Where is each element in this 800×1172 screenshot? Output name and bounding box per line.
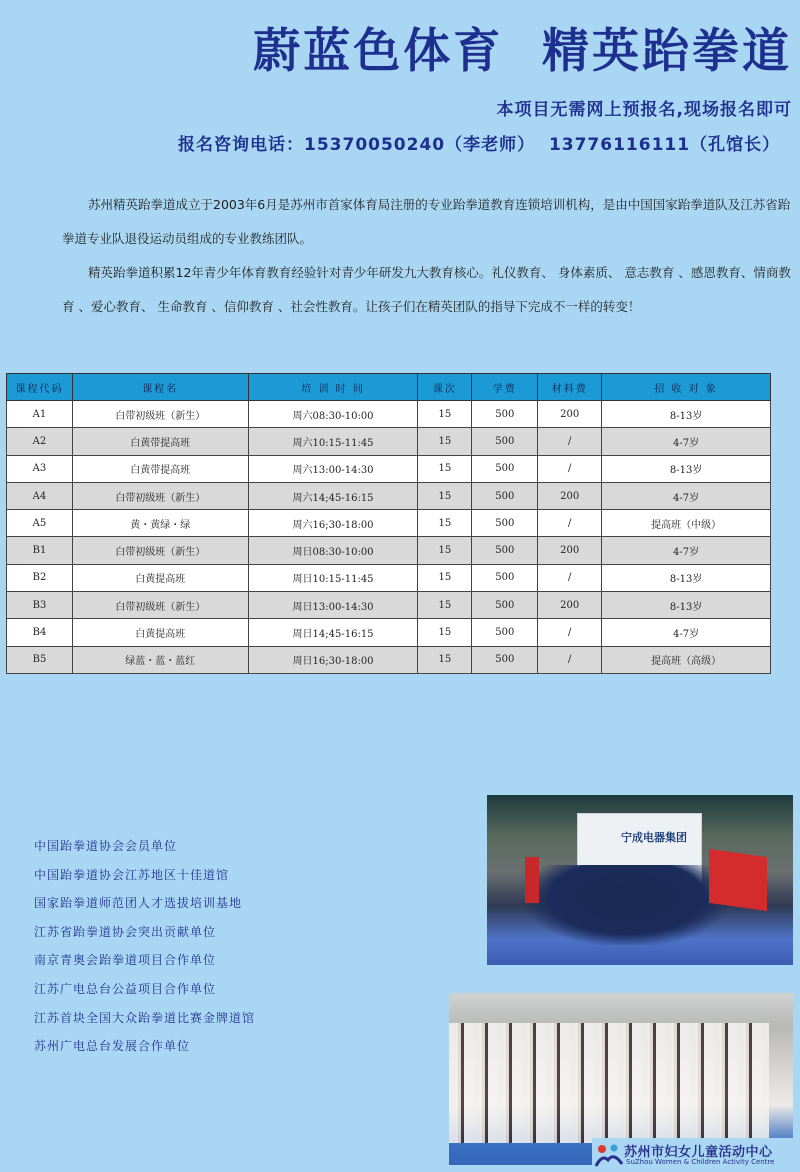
table-cell: 500 xyxy=(472,619,538,646)
honor-item: 江苏省跆拳道协会突出贡献单位 xyxy=(34,924,217,939)
table-row xyxy=(7,455,771,482)
team-photo-1 xyxy=(487,795,793,965)
team-group xyxy=(527,865,727,945)
course-schedule-table xyxy=(6,373,771,674)
table-cell: 15 xyxy=(418,646,472,673)
logo-mark-icon xyxy=(594,1142,624,1168)
table-cell: A1 xyxy=(7,401,73,428)
table-cell: 4-7岁 xyxy=(602,619,771,646)
table-cell: 200 xyxy=(538,592,602,619)
intro-text xyxy=(62,188,797,324)
table-row xyxy=(7,482,771,509)
table-cell: / xyxy=(538,564,602,591)
honor-item: 南京青奥会跆拳道项目合作单位 xyxy=(34,953,217,968)
team-flag xyxy=(709,849,767,911)
table-cell: 8-13岁 xyxy=(602,564,771,591)
table-cell: 白带初级班（新生） xyxy=(72,592,248,619)
table-cell: 黄・黄绿・绿 xyxy=(72,510,248,537)
intro-paragraph-2: 精英跆拳道积累12年青少年体育教育经验针对青少年研发九大教育核心。礼仪教育、 身体素质、 意志教育 、感恩教育、情商教育 、爱心教育、 生命教育 、信仰教育 、社会性教育。让孩子们在精英团队的指导下完成不一样的转变！ xyxy=(62,265,791,314)
table-cell: 周日10:15-11:45 xyxy=(248,564,418,591)
table-row xyxy=(7,646,771,673)
table-row xyxy=(7,537,771,564)
table-cell: 周六08:30-10:00 xyxy=(248,401,418,428)
table-cell: 15 xyxy=(418,564,472,591)
table-cell: / xyxy=(538,510,602,537)
table-cell: 500 xyxy=(472,646,538,673)
table-cell: 15 xyxy=(418,455,472,482)
table-row xyxy=(7,619,771,646)
table-cell: B5 xyxy=(7,646,73,673)
table-cell: 周日08:30-10:00 xyxy=(248,537,418,564)
flag-left xyxy=(525,857,539,903)
table-cell: 15 xyxy=(418,619,472,646)
table-cell: 8-13岁 xyxy=(602,592,771,619)
table-row xyxy=(7,401,771,428)
table-cell: A3 xyxy=(7,455,73,482)
table-row xyxy=(7,592,771,619)
table-cell: 8-13岁 xyxy=(602,455,771,482)
table-cell: 周日16;30-18:00 xyxy=(248,646,418,673)
honor-item: 江苏首块全国大众跆拳道比赛金牌道馆 xyxy=(34,1010,256,1025)
table-cell: 500 xyxy=(472,510,538,537)
table-row xyxy=(7,428,771,455)
table-cell: 500 xyxy=(472,592,538,619)
table-cell: 200 xyxy=(538,401,602,428)
table-cell: 白黄带提高班 xyxy=(72,455,248,482)
table-cell: 15 xyxy=(418,537,472,564)
intro-paragraph-1: 苏州精英跆拳道成立于2003年6月是苏州市首家体育局注册的专业跆拳道教育连锁培训机构，是由中国国家跆拳道队及江苏省跆拳道专业队退役运动员组成的专业教练团队。 xyxy=(62,197,791,246)
column-header: 材料费 xyxy=(538,374,602,401)
table-cell: / xyxy=(538,646,602,673)
column-header: 课程名 xyxy=(72,374,248,401)
table-cell: / xyxy=(538,619,602,646)
table-cell: 15 xyxy=(418,592,472,619)
table-cell: 提高班（高级） xyxy=(602,646,771,673)
table-cell: / xyxy=(538,455,602,482)
column-header: 课次 xyxy=(418,374,472,401)
honors-list xyxy=(34,832,255,1061)
table-cell: 500 xyxy=(472,537,538,564)
honor-item: 江苏广电总台公益项目合作单位 xyxy=(34,981,217,996)
table-cell: 周日14;45-16:15 xyxy=(248,619,418,646)
table-cell: 500 xyxy=(472,455,538,482)
table-cell: 周六14;45-16:15 xyxy=(248,482,418,509)
table-cell: 白黄提高班 xyxy=(72,619,248,646)
page-title: 蔚蓝色体育 精英跆拳道 xyxy=(253,24,792,79)
table-cell: 15 xyxy=(418,428,472,455)
table-cell: B1 xyxy=(7,537,73,564)
table-cell: 白黄提高班 xyxy=(72,564,248,591)
column-header: 学费 xyxy=(472,374,538,401)
centre-logo xyxy=(592,1138,800,1172)
table-cell: 4-7岁 xyxy=(602,537,771,564)
registration-notice: 本项目无需网上预报名,现场报名即可 xyxy=(496,100,792,120)
table-header-row xyxy=(7,374,771,401)
table-cell: 500 xyxy=(472,564,538,591)
table-cell: A5 xyxy=(7,510,73,537)
table-cell: 15 xyxy=(418,401,472,428)
table-cell: 周六13:00-14:30 xyxy=(248,455,418,482)
table-cell: 周六16;30-18:00 xyxy=(248,510,418,537)
logo-name-cn: 苏州市妇女儿童活动中心 xyxy=(624,1145,773,1160)
table-cell: 白带初级班（新生） xyxy=(72,482,248,509)
table-cell: 白带初级班（新生） xyxy=(72,401,248,428)
table-row xyxy=(7,510,771,537)
table-cell: 200 xyxy=(538,537,602,564)
table-row xyxy=(7,564,771,591)
table-cell: B2 xyxy=(7,564,73,591)
table-cell: A4 xyxy=(7,482,73,509)
column-header: 课程代码 xyxy=(7,374,73,401)
table-cell: B4 xyxy=(7,619,73,646)
honor-item: 国家跆拳道师范团人才选拔培训基地 xyxy=(34,896,243,911)
table-cell: 15 xyxy=(418,482,472,509)
table-cell: 4-7岁 xyxy=(602,482,771,509)
table-cell: / xyxy=(538,428,602,455)
sponsor-banner-text: 宁成电器集团 xyxy=(621,831,687,844)
table-cell: 白带初级班（新生） xyxy=(72,537,248,564)
contact-phone: 报名咨询电话：15370050240（李老师） 13776116111（孔馆长） xyxy=(178,135,781,155)
table-cell: A2 xyxy=(7,428,73,455)
table-cell: 500 xyxy=(472,401,538,428)
table-cell: 提高班（中级） xyxy=(602,510,771,537)
table-cell: 绿蓝・蓝・蓝红 xyxy=(72,646,248,673)
logo-name-en: SuZhou Women & Children Activity Centre xyxy=(626,1158,775,1166)
table-cell: B3 xyxy=(7,592,73,619)
student-crowd xyxy=(449,1023,769,1143)
honor-item: 中国跆拳道协会会员单位 xyxy=(34,839,178,853)
table-cell: 周六10:15-11:45 xyxy=(248,428,418,455)
table-cell: 8-13岁 xyxy=(602,401,771,428)
column-header: 招 收 对 象 xyxy=(602,374,771,401)
table-cell: 15 xyxy=(418,510,472,537)
honor-item: 中国跆拳道协会江苏地区十佳道馆 xyxy=(34,867,230,882)
table-cell: 500 xyxy=(472,428,538,455)
table-cell: 4-7岁 xyxy=(602,428,771,455)
table-cell: 白黄带提高班 xyxy=(72,428,248,455)
table-cell: 200 xyxy=(538,482,602,509)
honor-item: 苏州广电总台发展合作单位 xyxy=(34,1039,191,1054)
table-cell: 周日13:00-14:30 xyxy=(248,592,418,619)
table-cell: 500 xyxy=(472,482,538,509)
column-header: 培 训 时 间 xyxy=(248,374,418,401)
